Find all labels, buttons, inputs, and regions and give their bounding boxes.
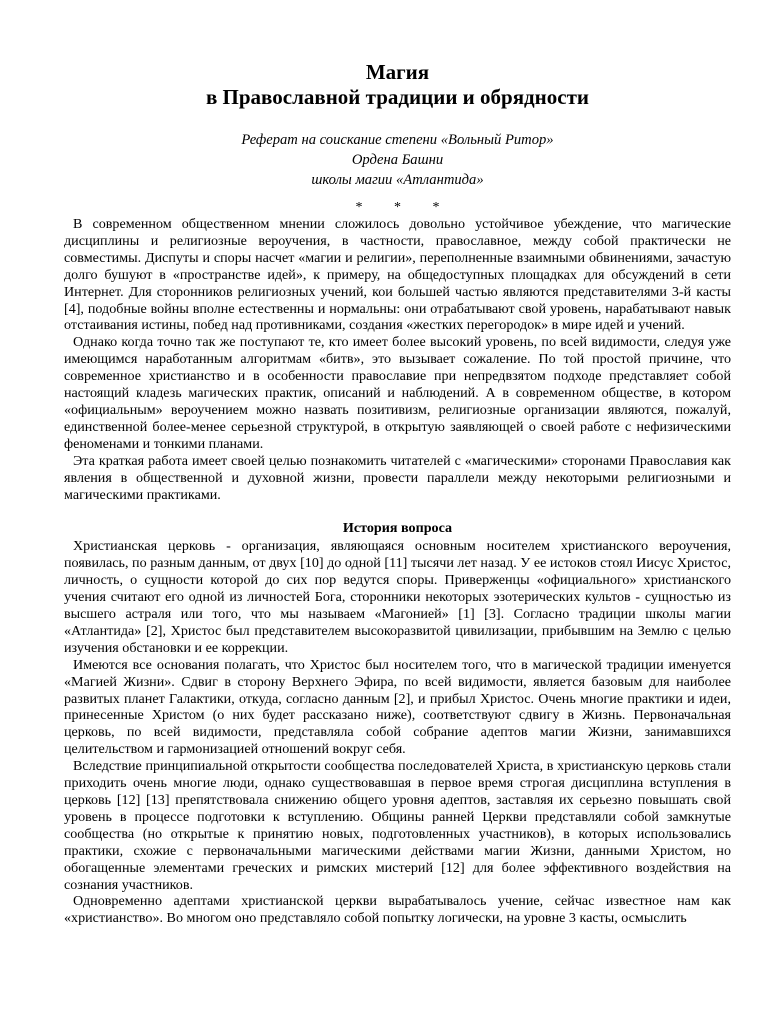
section-heading: История вопроса (342, 520, 453, 537)
title-line-2: в Православной традиции и обрядности (205, 85, 590, 109)
history-paragraph: Одновременно адептами христианской церкви вырабатывалось учение, сейчас известное нам как «христианство». Во многом оно представляло собой попытку логически, на уровне 3 касты, осмыслить (64, 893, 731, 927)
title-line-1: Магия (365, 60, 430, 84)
intro-paragraph: Эта краткая работа имеет своей целью познакомить читателей с «магическими» сторонами Православия как явления в общественной и духовной жизни, провести параллели между некоторыми религиозными и магическими практиками. (64, 452, 731, 503)
intro-paragraph: Однако когда точно так же поступают те, кто имеет более высокий уровень, по всей видимости, следуя уже имеющимся наработанным алгоритмам «битв», это вызывает сожаление. По той простой причине, что современное христианство и в особенности православие при непредвзятом подходе представляет собой настоящий кладезь магических практик, описаний и наблюдений. А в современном обществе, в котором «официальным» вероучением можно назвать позитивизм, религиозные организации являются, пожалуй, единственной более-менее серьезной структурой, в открытую заявляющей о своей работе с нефизическими феноменами и тонкими планами. (64, 334, 731, 452)
subtitle-block (64, 130, 731, 190)
subtitle-line-2: Ордена Башни (351, 152, 444, 168)
history-paragraph: Вследствие принципиальной открытости сообщества последователей Христа, в христианскую церковь стали приходить очень многие люди, однако существовавшая в первое время строгая дисциплина вступления в церковь [12] [13] препятствовала снижению общего уровня адептов, заставляя их серьезно повышать свой уровень в процессе подготовки к вступлению. Общины ранней Церкви представляли собой замкнутые сообщества (но открытые к принятию новых, подготовленных участников), в которых использовались практики, схожие с первоначальными магическими действами магии Жизни, данными Христом, но обогащенные элементами греческих и римских мистерий [12] для более эффективного воздействия на сознания участников. (64, 758, 731, 893)
document-page (64, 60, 731, 927)
subtitle-line-3: школы магии «Атлантида» (311, 172, 484, 188)
history-section (64, 538, 731, 927)
section-separator: * * * (355, 200, 440, 215)
subtitle-line-1: Реферат на соискание степени «Вольный Ритор» (241, 132, 554, 148)
intro-section (64, 216, 731, 503)
document-title (64, 60, 731, 110)
history-paragraph: Имеются все основания полагать, что Христос был носителем того, что в магической традиции именуется «Магией Жизни». Сдвиг в сторону Верхнего Эфира, по всей видимости, является базовым для наиболее развитых планет Галактики, откуда, согласно данным [2], и прибыл Христос. Очень многие практики и идеи, принесенные Христом (о них будет рассказано ниже), соответствуют сдвигу в Жизнь. Первоначальная церковь, по всей видимости, представляла собой собрание адептов магии Жизни, занимавшихся целительством и гармонизацией отношений вокруг себя. (64, 656, 731, 758)
intro-paragraph: В современном общественном мнении сложилось довольно устойчивое убеждение, что магические дисциплины и религиозные вероучения, в частности, православное, между собой практически не совместимы. Диспуты и споры насчет «магии и религии», переполненные взаимными обвинениями, зачастую долго бушуют в «пространстве идей», к примеру, на общедоступных площадках для обсуждений в сети Интернет. Для сторонников религиозных учений, кои большей частью являются представителями 3-й касты [4], подобные войны вполне естественны и нормальны: они отрабатывают свой уровень, нарабатывают навык отстаивания истины, побед над противниками, создания «жестких перегородок» в мире идей и учений. (64, 216, 731, 334)
history-paragraph: Христианская церковь - организация, являющаяся основным носителем христианского вероучения, появилась, по разным данным, от двух [10] до одной [11] тысячи лет назад. У ее истоков стоял Иисус Христос, личность, о сущности которой до сих пор ведутся споры. Приверженцы «официального» христианского учения считают его одной из личностей Бога, сторонники некоторых эзотерических культов - сущностью из высшего астраля или того, что мы называем «Магонией» [1] [3]. Согласно традиции школы магии «Атлантида» [2], Христос был представителем высокоразвитой цивилизации, прибывшим на Землю с целью изучения обстановки и ее коррекции. (64, 538, 731, 656)
